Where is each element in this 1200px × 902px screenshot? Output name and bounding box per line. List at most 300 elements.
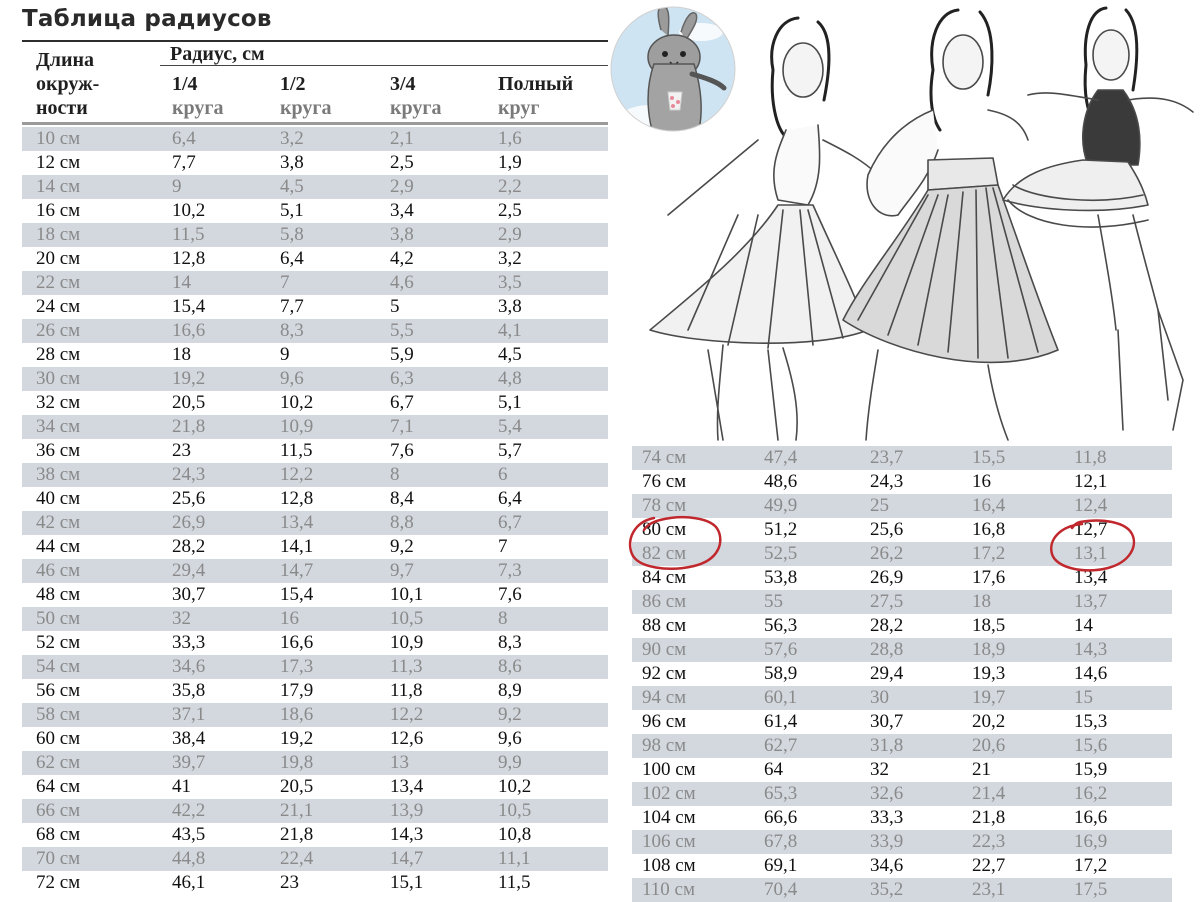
circumference-cell: 46 см [36, 560, 81, 581]
radius-cell: 23,1 [972, 879, 1006, 900]
table-row [22, 535, 608, 559]
table-row [22, 799, 608, 823]
radius-cell: 17,9 [280, 680, 314, 701]
radius-cell: 8,3 [280, 320, 304, 341]
radius-cell: 9,7 [390, 560, 414, 581]
bunny-icon [606, 2, 740, 136]
radius-cell: 15,9 [1074, 759, 1108, 780]
table-row [632, 686, 1172, 710]
table-row [22, 823, 608, 847]
radius-cell: 5,8 [280, 224, 304, 245]
radius-table-right [632, 446, 1172, 902]
circumference-cell: 38 см [36, 464, 81, 485]
radius-cell: 4,5 [498, 344, 522, 365]
radius-cell: 1,9 [498, 152, 522, 173]
radius-cell: 15,4 [280, 584, 314, 605]
radius-cell: 10,8 [498, 824, 532, 845]
table-row [632, 446, 1172, 470]
radius-cell: 10,2 [280, 392, 314, 413]
bunny-badge-drawing [606, 2, 740, 136]
circumference-cell: 60 см [36, 728, 81, 749]
radius-cell: 9,2 [390, 536, 414, 557]
radius-cell: 47,4 [764, 447, 798, 468]
radius-cell: 32 [172, 608, 191, 629]
table-row [22, 775, 608, 799]
radius-cell: 4,6 [390, 272, 414, 293]
circumference-cell: 36 см [36, 440, 81, 461]
radius-cell: 16,6 [1074, 807, 1108, 828]
radius-cell: 30,7 [172, 584, 206, 605]
circumference-cell: 110 см [642, 879, 696, 900]
radius-table-left [22, 127, 608, 895]
circumference-cell: 66 см [36, 800, 81, 821]
radius-cell: 32 [870, 759, 889, 780]
radius-cell: 24,3 [870, 471, 904, 492]
header-unit: круга [280, 97, 332, 119]
radius-cell: 12,1 [1074, 471, 1108, 492]
radius-cell: 34,6 [172, 656, 206, 677]
circumference-cell: 92 см [642, 663, 687, 684]
radius-cell: 10,2 [498, 776, 532, 797]
circumference-cell: 50 см [36, 608, 81, 629]
radius-cell: 52,5 [764, 543, 798, 564]
radius-cell: 17,2 [972, 543, 1006, 564]
circumference-cell: 32 см [36, 392, 81, 413]
radius-cell: 14,7 [280, 560, 314, 581]
radius-cell: 3,8 [390, 224, 414, 245]
radius-cell: 10,5 [390, 608, 424, 629]
radius-cell: 32,6 [870, 783, 904, 804]
circumference-cell: 26 см [36, 320, 81, 341]
radius-cell: 6,4 [498, 488, 522, 509]
table-row [22, 751, 608, 775]
radius-cell: 16,9 [1074, 831, 1108, 852]
table-row [22, 703, 608, 727]
table-row [22, 175, 608, 199]
radius-cell: 17,3 [280, 656, 314, 677]
radius-cell: 13,4 [390, 776, 424, 797]
column-header-half [280, 72, 331, 120]
table-row [22, 607, 608, 631]
circumference-cell: 28 см [36, 344, 81, 365]
radius-cell: 5 [390, 296, 400, 317]
table-row [632, 614, 1172, 638]
table-row [22, 871, 608, 895]
radius-cell: 14 [1074, 615, 1093, 636]
radius-cell: 14,1 [280, 536, 314, 557]
table-row [632, 758, 1172, 782]
header-line: Длина [36, 49, 95, 71]
circumference-cell: 40 см [36, 488, 81, 509]
column-header-three-quarter [390, 72, 441, 120]
radius-cell: 26,9 [172, 512, 206, 533]
circumference-cell: 10 см [36, 128, 81, 149]
table-row [632, 638, 1172, 662]
radius-cell: 26,2 [870, 543, 904, 564]
header-fraction: 1/2 [280, 73, 306, 95]
circumference-cell: 108 см [642, 855, 696, 876]
radius-cell: 7,3 [498, 560, 522, 581]
radius-cell: 6,3 [390, 368, 414, 389]
radius-cell: 7,6 [390, 440, 414, 461]
radius-cell: 3,5 [498, 272, 522, 293]
radius-cell: 19,3 [972, 663, 1006, 684]
circumference-cell: 44 см [36, 536, 81, 557]
circumference-cell: 102 см [642, 783, 696, 804]
circumference-cell: 106 см [642, 831, 696, 852]
radius-cell: 8,9 [498, 680, 522, 701]
radius-cell: 18 [172, 344, 191, 365]
header-line: ности [36, 97, 88, 119]
radius-cell: 8,3 [498, 632, 522, 653]
circumference-cell: 34 см [36, 416, 81, 437]
radius-cell: 21,8 [172, 416, 206, 437]
table-row [22, 295, 608, 319]
circumference-cell: 56 см [36, 680, 81, 701]
circumference-cell: 68 см [36, 824, 81, 845]
radius-cell: 15,1 [390, 872, 424, 893]
radius-cell: 15,3 [1074, 711, 1108, 732]
radius-cell: 16,2 [1074, 783, 1108, 804]
table-row [632, 878, 1172, 902]
radius-cell: 5,9 [390, 344, 414, 365]
radius-cell: 2,1 [390, 128, 414, 149]
radius-cell: 29,4 [172, 560, 206, 581]
radius-cell: 20,5 [280, 776, 314, 797]
radius-cell: 12,2 [280, 464, 314, 485]
table-row [22, 319, 608, 343]
radius-cell: 18,5 [972, 615, 1006, 636]
radius-cell: 9,6 [498, 728, 522, 749]
table-row [22, 487, 608, 511]
radius-cell: 5,1 [498, 392, 522, 413]
radius-cell: 6,7 [498, 512, 522, 533]
radius-cell: 13,1 [1074, 543, 1108, 564]
table-row [632, 710, 1172, 734]
radius-cell: 6,7 [390, 392, 414, 413]
radius-cell: 3,2 [280, 128, 304, 149]
radius-cell: 21,8 [280, 824, 314, 845]
radius-cell: 14,7 [390, 848, 424, 869]
radius-cell: 39,7 [172, 752, 206, 773]
radius-cell: 18,9 [972, 639, 1006, 660]
radius-cell: 5,1 [280, 200, 304, 221]
table-row [22, 583, 608, 607]
table-row [632, 830, 1172, 854]
table-row [632, 782, 1172, 806]
table-row [632, 542, 1172, 566]
table-row [22, 727, 608, 751]
radius-cell: 21,1 [280, 800, 314, 821]
radius-cell: 12,6 [390, 728, 424, 749]
radius-cell: 28,2 [172, 536, 206, 557]
table-row [22, 151, 608, 175]
circumference-cell: 70 см [36, 848, 81, 869]
radius-cell: 7,7 [172, 152, 196, 173]
radius-cell: 25,6 [870, 519, 904, 540]
circumference-cell: 88 см [642, 615, 687, 636]
radius-cell: 14,3 [390, 824, 424, 845]
radius-cell: 2,5 [390, 152, 414, 173]
circumference-cell: 76 см [642, 471, 687, 492]
circumference-cell: 62 см [36, 752, 81, 773]
radius-cell: 12,8 [172, 248, 206, 269]
circumference-cell: 16 см [36, 200, 81, 221]
table-row [22, 223, 608, 247]
radius-cell: 31,8 [870, 735, 904, 756]
radius-cell: 25 [870, 495, 889, 516]
radius-cell: 16,6 [172, 320, 206, 341]
radius-cell: 11,8 [1074, 447, 1107, 468]
table-row [22, 199, 608, 223]
radius-cell: 23,7 [870, 447, 904, 468]
radius-cell: 48,6 [764, 471, 798, 492]
radius-cell: 17,6 [972, 567, 1006, 588]
radius-cell: 1,6 [498, 128, 522, 149]
radius-cell: 16,4 [972, 495, 1006, 516]
radius-cell: 10,9 [280, 416, 314, 437]
radius-cell: 6,4 [172, 128, 196, 149]
radius-cell: 6 [498, 464, 508, 485]
radius-cell: 17,5 [1074, 879, 1108, 900]
header-unit: круга [172, 97, 224, 119]
circumference-cell: 58 см [36, 704, 81, 725]
radius-cell: 35,2 [870, 879, 904, 900]
circumference-cell: 100 см [642, 759, 696, 780]
radius-cell: 4,1 [498, 320, 522, 341]
radius-cell: 13,4 [280, 512, 314, 533]
radius-cell: 10,5 [498, 800, 532, 821]
radius-cell: 61,4 [764, 711, 798, 732]
radius-cell: 22,7 [972, 855, 1006, 876]
radius-cell: 17,2 [1074, 855, 1108, 876]
radius-cell: 15,5 [972, 447, 1006, 468]
circumference-cell: 20 см [36, 248, 81, 269]
radius-cell: 26,9 [870, 567, 904, 588]
radius-cell: 7 [498, 536, 508, 557]
radius-cell: 9,9 [498, 752, 522, 773]
radius-cell: 37,1 [172, 704, 206, 725]
radius-cell: 65,3 [764, 783, 798, 804]
radius-cell: 21,4 [972, 783, 1006, 804]
table-row [22, 511, 608, 535]
circumference-cell: 104 см [642, 807, 696, 828]
circumference-cell: 54 см [36, 656, 81, 677]
radius-cell: 11,5 [280, 440, 313, 461]
column-header-quarter [172, 72, 223, 120]
table-row [22, 367, 608, 391]
circumference-cell: 80 см [642, 519, 687, 540]
table-row [632, 854, 1172, 878]
radius-cell: 22,4 [280, 848, 314, 869]
title-divider [22, 40, 608, 42]
radius-cell: 11,5 [498, 872, 531, 893]
radius-cell: 2,9 [498, 224, 522, 245]
table-row [22, 343, 608, 367]
table-row [632, 494, 1172, 518]
header-line: окруж- [36, 73, 100, 95]
circumference-cell: 12 см [36, 152, 81, 173]
circumference-cell: 72 см [36, 872, 81, 893]
radius-cell: 70,4 [764, 879, 798, 900]
radius-cell: 6,4 [280, 248, 304, 269]
radius-cell: 19,8 [280, 752, 314, 773]
radius-cell: 9,2 [498, 704, 522, 725]
radius-cell: 15 [1074, 687, 1093, 708]
radius-cell: 57,6 [764, 639, 798, 660]
radius-cell: 11,3 [390, 656, 423, 677]
table-row [632, 662, 1172, 686]
radius-cell: 3,8 [498, 296, 522, 317]
radius-cell: 46,1 [172, 872, 206, 893]
circumference-cell: 98 см [642, 735, 687, 756]
table-row [22, 415, 608, 439]
radius-cell: 15,4 [172, 296, 206, 317]
column-header-full [498, 72, 573, 120]
radius-cell: 23 [172, 440, 191, 461]
radius-cell: 58,9 [764, 663, 798, 684]
circumference-cell: 48 см [36, 584, 81, 605]
radius-cell: 15,6 [1074, 735, 1108, 756]
column-group-header-radius: Радиус, см [170, 43, 265, 65]
radius-cell: 10,2 [172, 200, 206, 221]
radius-cell: 11,1 [498, 848, 531, 869]
circumference-cell: 14 см [36, 176, 81, 197]
radius-cell: 8,6 [498, 656, 522, 677]
radius-cell: 41 [172, 776, 191, 797]
table-row [22, 559, 608, 583]
radius-cell: 33,3 [172, 632, 206, 653]
circumference-cell: 24 см [36, 296, 81, 317]
circumference-cell: 74 см [642, 447, 687, 468]
radius-cell: 44,8 [172, 848, 206, 869]
radius-cell: 8,8 [390, 512, 414, 533]
radius-cell: 66,6 [764, 807, 798, 828]
radius-cell: 20,6 [972, 735, 1006, 756]
radius-cell: 23 [280, 872, 299, 893]
radius-cell: 8,4 [390, 488, 414, 509]
radius-cell: 34,6 [870, 855, 904, 876]
table-row [22, 631, 608, 655]
radius-cell: 60,1 [764, 687, 798, 708]
radius-cell: 9 [172, 176, 182, 197]
table-row [22, 847, 608, 871]
table-row [632, 566, 1172, 590]
radius-cell: 8 [390, 464, 400, 485]
radius-cell: 3,8 [280, 152, 304, 173]
table-row [22, 271, 608, 295]
radius-cell: 28,2 [870, 615, 904, 636]
radius-cell: 22,3 [972, 831, 1006, 852]
radius-cell: 13 [390, 752, 409, 773]
radius-cell: 9 [280, 344, 290, 365]
radius-cell: 19,7 [972, 687, 1006, 708]
column-header-circumference [36, 48, 146, 120]
radius-cell: 20,5 [172, 392, 206, 413]
radius-cell: 33,3 [870, 807, 904, 828]
radius-cell: 4,8 [498, 368, 522, 389]
radius-cell: 16,6 [280, 632, 314, 653]
radius-cell: 7 [280, 272, 290, 293]
radius-cell: 35,8 [172, 680, 206, 701]
circumference-cell: 84 см [642, 567, 687, 588]
radius-cell: 14,3 [1074, 639, 1108, 660]
table-row [632, 734, 1172, 758]
radius-cell: 21,8 [972, 807, 1006, 828]
radius-cell: 21 [972, 759, 991, 780]
radius-cell: 56,3 [764, 615, 798, 636]
radius-cell: 69,1 [764, 855, 798, 876]
radius-cell: 19,2 [172, 368, 206, 389]
radius-cell: 4,2 [390, 248, 414, 269]
radius-cell: 42,2 [172, 800, 206, 821]
circumference-cell: 96 см [642, 711, 687, 732]
radius-cell: 14,6 [1074, 663, 1108, 684]
radius-cell: 18 [972, 591, 991, 612]
radius-cell: 24,3 [172, 464, 206, 485]
circumference-cell: 18 см [36, 224, 81, 245]
radius-cell: 62,7 [764, 735, 798, 756]
circumference-cell: 52 см [36, 632, 81, 653]
radius-cell: 16 [972, 471, 991, 492]
header-fraction: 3/4 [390, 73, 416, 95]
radius-cell: 2,5 [498, 200, 522, 221]
table-row [22, 655, 608, 679]
table-row [22, 391, 608, 415]
radius-cell: 13,4 [1074, 567, 1108, 588]
radius-cell: 20,2 [972, 711, 1006, 732]
radius-cell: 38,4 [172, 728, 206, 749]
circumference-cell: 22 см [36, 272, 81, 293]
radius-cell: 16,8 [972, 519, 1006, 540]
page-title: Таблица радиусов [22, 6, 272, 32]
radius-cell: 2,2 [498, 176, 522, 197]
radius-cell: 12,2 [390, 704, 424, 725]
radius-cell: 12,7 [1074, 519, 1108, 540]
radius-cell: 12,8 [280, 488, 314, 509]
radius-cell: 2,9 [390, 176, 414, 197]
table-row [22, 127, 608, 151]
circumference-cell: 64 см [36, 776, 81, 797]
radius-cell: 53,8 [764, 567, 798, 588]
radius-cell: 8 [498, 608, 508, 629]
radius-cell: 16 [280, 608, 299, 629]
radius-cell: 43,5 [172, 824, 206, 845]
radius-cell: 10,9 [390, 632, 424, 653]
radius-cell: 64 [764, 759, 783, 780]
radius-cell: 7,6 [498, 584, 522, 605]
radius-cell: 5,7 [498, 440, 522, 461]
radius-cell: 55 [764, 591, 783, 612]
header-unit: круг [498, 97, 540, 119]
radius-cell: 18,6 [280, 704, 314, 725]
radius-cell: 27,5 [870, 591, 904, 612]
radius-cell: 4,5 [280, 176, 304, 197]
radius-cell: 7,1 [390, 416, 414, 437]
table-row [632, 806, 1172, 830]
radius-cell: 9,6 [280, 368, 304, 389]
radius-cell: 25,6 [172, 488, 206, 509]
table-row [632, 518, 1172, 542]
circumference-cell: 42 см [36, 512, 81, 533]
radius-cell: 13,9 [390, 800, 424, 821]
radius-cell: 5,4 [498, 416, 522, 437]
radius-cell: 11,5 [172, 224, 205, 245]
radius-cell: 14 [172, 272, 191, 293]
header-unit: круга [390, 97, 442, 119]
radius-cell: 28,8 [870, 639, 904, 660]
radius-cell: 11,8 [390, 680, 423, 701]
